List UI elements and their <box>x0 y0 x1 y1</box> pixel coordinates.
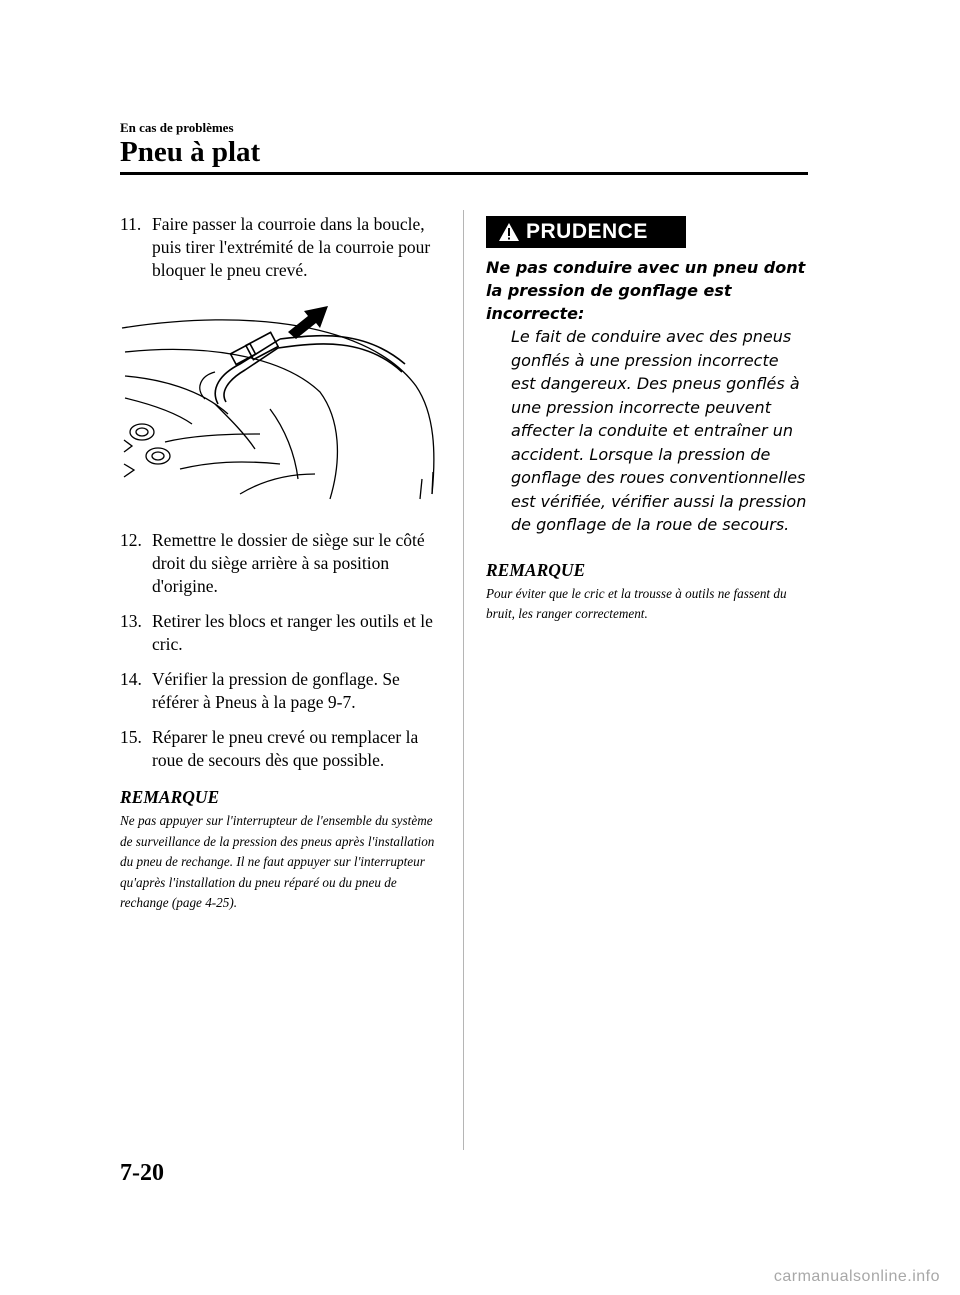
strap-tightening-illustration <box>120 294 442 509</box>
left-column <box>120 213 442 914</box>
step-11 <box>120 213 442 282</box>
step-15 <box>120 726 442 772</box>
step-number: 14. <box>120 669 142 689</box>
step-12 <box>120 529 442 598</box>
step-number: 15. <box>120 727 142 747</box>
step-14 <box>120 668 442 714</box>
step-text: Faire passer la courroie dans la boucle, puis tirer l'extrémité de la courroie pour bloquer le pneu crevé. <box>152 214 431 280</box>
column-divider <box>463 210 464 1150</box>
section-label: En cas de problèmes <box>120 120 234 135</box>
page-title: Pneu à plat <box>120 136 261 168</box>
step-number: 12. <box>120 530 142 550</box>
step-text: Vérifier la pression de gonflage. Se référer à Pneus à la page 9-7. <box>152 669 400 712</box>
caution-label: PRUDENCE <box>526 220 648 243</box>
note-body: Pour éviter que le cric et la trousse à outils ne fassent du bruit, les ranger correctement. <box>486 585 787 621</box>
pull-arrow-icon <box>288 306 328 339</box>
tire-strap-diagram <box>120 294 442 509</box>
note-heading: REMARQUE <box>486 559 586 580</box>
step-13 <box>120 610 442 656</box>
title-rule <box>120 172 808 175</box>
page-number: 7-20 <box>120 1160 164 1186</box>
step-number: 11. <box>120 214 142 234</box>
watermark: carmanualsonline.info <box>773 1268 940 1285</box>
step-text: Réparer le pneu crevé ou remplacer la roue de secours dès que possible. <box>152 727 419 770</box>
right-column <box>486 216 808 625</box>
step-text: Retirer les blocs et ranger les outils et le cric. <box>152 611 433 654</box>
note-heading: REMARQUE <box>120 787 220 807</box>
caution-body: Le fait de conduire avec des pneus gonflés à une pression incorrecte est dangereux. Des pneus gonflés à une pression incorrecte peuvent affecter la conduite et entraîner un accident. Lorsque la pression de gonflage des roues conventionnelles est vérifiée, vérifier aussi la pression de gonflage de la roue de secours. <box>511 327 807 534</box>
caution-badge <box>486 216 686 248</box>
step-number: 13. <box>120 611 142 631</box>
caution-title: Ne pas conduire avec un pneu dont la pression de gonflage est incorrecte: <box>486 258 806 323</box>
warning-triangle-icon <box>498 222 520 242</box>
step-text: Remettre le dossier de siège sur le côté droit du siège arrière à sa position d'origine. <box>152 530 425 596</box>
note-body: Ne pas appuyer sur l'interrupteur de l'ensemble du système de surveillance de la pression des pneus après l'installation du pneu de rechange. Il ne faut appuyer sur l'interrupteur qu'après l'installation du pneu réparé ou du pneu de rechange (page 4-25). <box>120 813 435 910</box>
